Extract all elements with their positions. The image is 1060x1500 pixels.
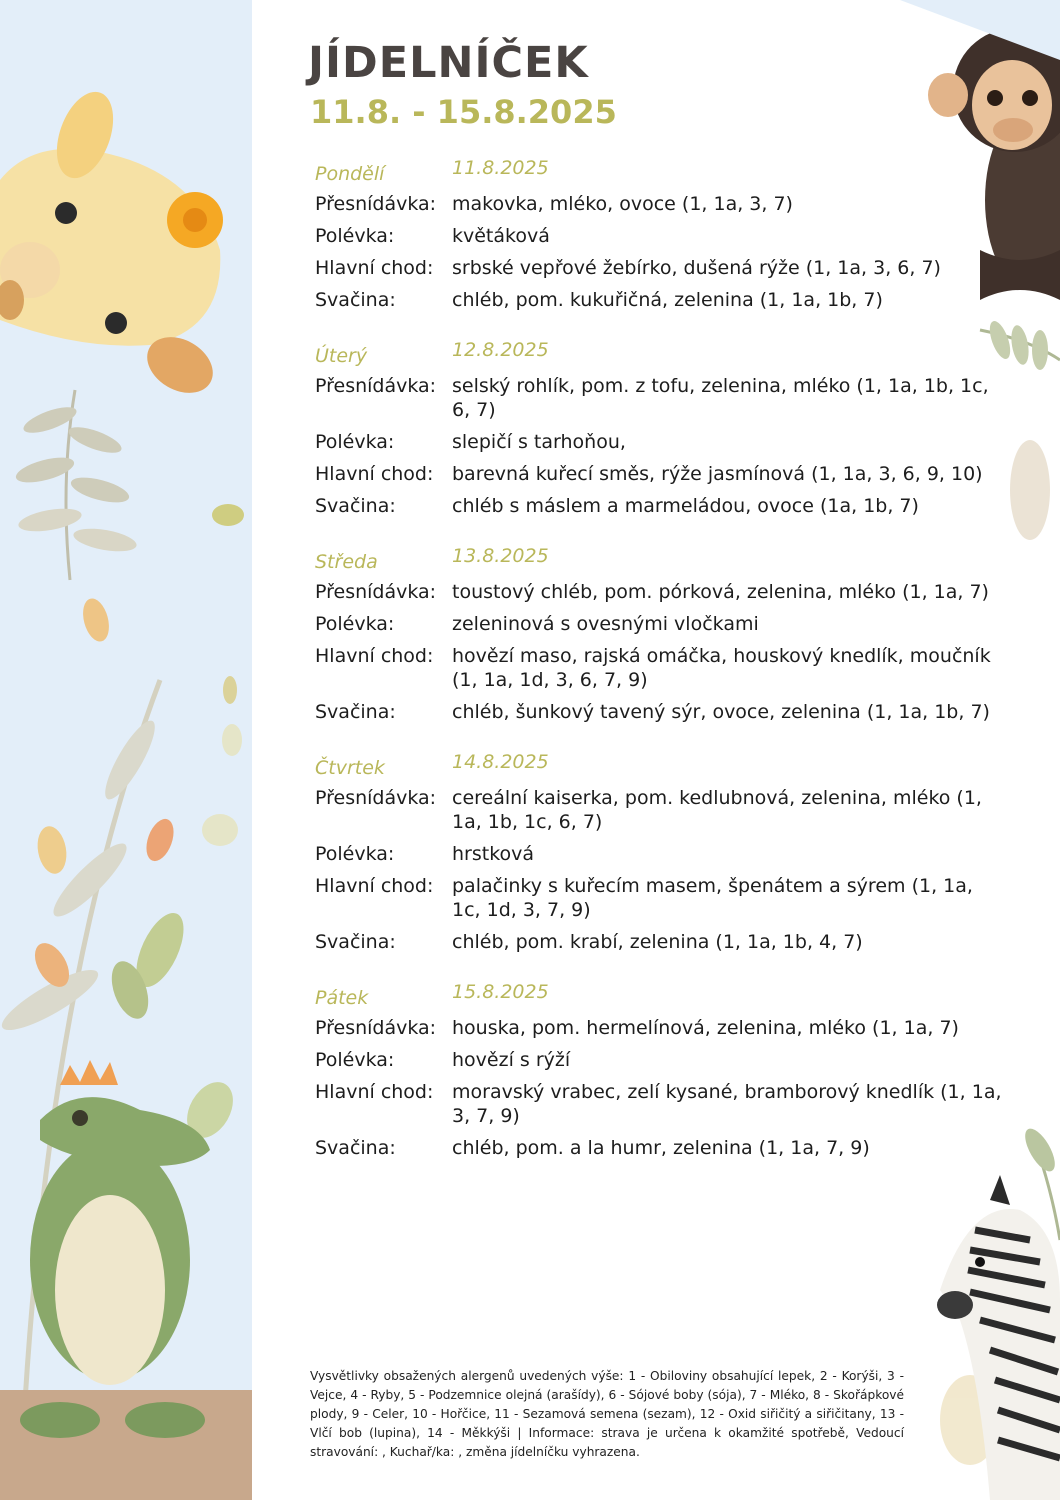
meal-label: Hlavní chod: xyxy=(315,257,434,279)
meal-row-soup xyxy=(315,224,1005,248)
giraffe-illustration xyxy=(0,84,223,404)
meal-value: makovka, mléko, ovoce (1, 1a, 3, 7) xyxy=(452,193,793,215)
day-thursday xyxy=(315,750,1005,954)
meal-value: chléb, pom. a la humr, zelenina (1, 1a, 7, 9) xyxy=(452,1137,870,1159)
meal-row-snack-morning xyxy=(315,192,1005,216)
meal-value: hrstková xyxy=(452,843,535,865)
meal-row-main xyxy=(315,644,1005,692)
day-date: 14.8.2025 xyxy=(452,751,549,773)
meal-value: srbské vepřové žebírko, dušená rýže (1, 1a, 3, 6, 7) xyxy=(452,257,941,279)
day-header xyxy=(315,156,1005,188)
meal-value: barevná kuřecí směs, rýže jasmínová (1, 1a, 3, 6, 9, 10) xyxy=(452,463,983,485)
meal-row-snack-morning xyxy=(315,374,1005,422)
day-date: 11.8.2025 xyxy=(452,157,549,179)
meal-row-snack-morning xyxy=(315,580,1005,604)
meal-value: hovězí s rýží xyxy=(452,1049,571,1071)
meal-row-snack-afternoon xyxy=(315,700,1005,724)
meal-label: Svačina: xyxy=(315,1137,396,1159)
meal-value: selský rohlík, pom. z tofu, zelenina, mléko (1, 1a, 1b, 1c, 6, 7) xyxy=(452,375,989,421)
day-header xyxy=(315,544,1005,576)
day-date: 13.8.2025 xyxy=(452,545,549,567)
day-friday xyxy=(315,980,1005,1160)
meal-value: chléb, pom. kukuřičná, zelenina (1, 1a, 1b, 7) xyxy=(452,289,883,311)
day-monday xyxy=(315,156,1005,312)
meal-value: chléb, šunkový tavený sýr, ovoce, zelenina (1, 1a, 1b, 7) xyxy=(452,701,990,723)
meal-label: Hlavní chod: xyxy=(315,875,434,897)
meal-label: Přesnídávka: xyxy=(315,787,437,809)
day-wednesday xyxy=(315,544,1005,724)
day-tuesday xyxy=(315,338,1005,518)
meal-row-snack-afternoon xyxy=(315,1136,1005,1160)
meal-label: Přesnídávka: xyxy=(315,193,437,215)
meal-label: Svačina: xyxy=(315,495,396,517)
meal-label: Svačina: xyxy=(315,931,396,953)
meal-label: Polévka: xyxy=(315,613,395,635)
day-name: Středa xyxy=(315,551,378,573)
day-name: Úterý xyxy=(315,345,368,367)
meal-label: Polévka: xyxy=(315,843,395,865)
animal-illustrations xyxy=(0,0,252,1500)
meal-value: chléb, pom. krabí, zelenina (1, 1a, 1b, 4, 7) xyxy=(452,931,863,953)
meal-label: Polévka: xyxy=(315,431,395,453)
meal-label: Přesnídávka: xyxy=(315,581,437,603)
meal-label: Svačina: xyxy=(315,289,396,311)
meal-value: houska, pom. hermelínová, zelenina, mléko (1, 1a, 7) xyxy=(452,1017,959,1039)
meal-row-snack-morning xyxy=(315,786,1005,834)
day-name: Pondělí xyxy=(315,163,385,185)
meal-row-snack-afternoon xyxy=(315,494,1005,518)
meal-label: Svačina: xyxy=(315,701,396,723)
meal-row-snack-afternoon xyxy=(315,930,1005,954)
day-name: Čtvrtek xyxy=(315,757,385,779)
meal-row-main xyxy=(315,462,1005,486)
meal-value: toustový chléb, pom. pórková, zelenina, mléko (1, 1a, 7) xyxy=(452,581,989,603)
day-header xyxy=(315,338,1005,370)
week-date-range: 11.8. - 15.8.2025 xyxy=(310,93,617,131)
meal-row-soup xyxy=(315,612,1005,636)
meal-label: Hlavní chod: xyxy=(315,645,434,667)
meal-value: zeleninová s ovesnými vločkami xyxy=(452,613,759,635)
corner-shape xyxy=(900,0,1060,60)
meal-value: chléb s máslem a marmeládou, ovoce (1a, 1b, 7) xyxy=(452,495,919,517)
meal-label: Polévka: xyxy=(315,225,395,247)
day-header xyxy=(315,980,1005,1012)
meal-row-main xyxy=(315,1080,1005,1128)
meal-row-snack-afternoon xyxy=(315,288,1005,312)
meal-row-main xyxy=(315,256,1005,280)
weekly-menu xyxy=(315,156,1005,1186)
meal-label: Přesnídávka: xyxy=(315,375,437,397)
day-date: 12.8.2025 xyxy=(452,339,549,361)
meal-label: Hlavní chod: xyxy=(315,1081,434,1103)
meal-value: palačinky s kuřecím masem, špenátem a sýrem (1, 1a, 1c, 1d, 3, 7, 9) xyxy=(452,875,973,921)
meal-row-soup xyxy=(315,842,1005,866)
meal-value: hovězí maso, rajská omáčka, houskový knedlík, moučník (1, 1a, 1d, 3, 6, 7, 9) xyxy=(452,645,991,691)
page-title: JÍDELNÍČEK xyxy=(308,38,589,88)
left-decoration-panel xyxy=(0,0,252,1500)
day-header xyxy=(315,750,1005,782)
meal-value: květáková xyxy=(452,225,550,247)
meal-row-soup xyxy=(315,430,1005,454)
meal-value: moravský vrabec, zelí kysané, bramborový knedlík (1, 1a, 3, 7, 9) xyxy=(452,1081,1002,1127)
meal-label: Polévka: xyxy=(315,1049,395,1071)
meal-row-main xyxy=(315,874,1005,922)
day-date: 15.8.2025 xyxy=(452,981,549,1003)
meal-label: Hlavní chod: xyxy=(315,463,434,485)
meal-row-snack-morning xyxy=(315,1016,1005,1040)
allergen-footnote: Vysvětlivky obsažených alergenů uvedených výše: 1 - Obiloviny obsahující lepek, 2 - Korýši, 3 - Vejce, 4 - Ryby, 5 - Podzemnice olejná (arašídy), 6 - Sójové boby (sója), 7 - Mléko, 8 - Skořápkové plody, 9 - Celer, 10 - Hořčice, 11 - Sezamová semena (sezam), 12 - Oxid siřičitý a siřičitany, 13 - Vlčí bob (lupina), 14 - Měkkýši | Informace: strava je určena k okamžité spotřebě, Vedoucí stravování: , Kuchař/ka: , změna jídelníčku vyhrazena. xyxy=(310,1369,904,1459)
meal-row-soup xyxy=(315,1048,1005,1072)
meal-value: cereální kaiserka, pom. kedlubnová, zelenina, mléko (1, 1a, 1b, 1c, 6, 7) xyxy=(452,787,982,833)
meal-label: Přesnídávka: xyxy=(315,1017,437,1039)
meal-value: slepičí s tarhoňou, xyxy=(452,431,626,453)
day-name: Pátek xyxy=(315,987,369,1009)
